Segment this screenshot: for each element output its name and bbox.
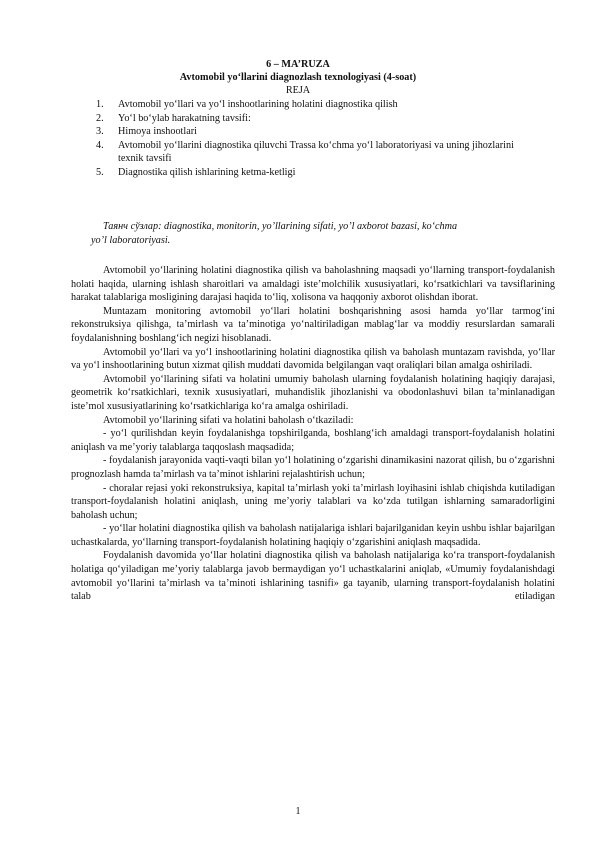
keywords-line-1: Таянч сўзлар: diagnostika, monitorin, yo’llarining sifati, yo’l axborot bazasi, ko‘chma — [103, 221, 458, 232]
plan-item — [96, 112, 536, 126]
plan-item-number: 4. — [96, 139, 104, 151]
plan-item-text: Yo‘l bo‘ylab harakatning tavsifi: — [118, 112, 251, 124]
plan-item — [96, 139, 536, 166]
paragraph: - yo‘l qurilishdan keyin foydalanishga topshirilganda, boshlang‘ich amaldagi transport-foydalanish holatini aniqlash va me’yoriy talablarga taqqoslash maqsadida; — [71, 428, 555, 453]
paragraph: - choralar rejasi yoki rekonstruksiya, kapital ta’mirlash yoki ta’mirlash loyihasini ishlab chiqishda kutiladigan transport-foydalanish holatini aniqlash, uning me’yoriy talablari va ko‘zda tutilgan ishlarning samaradorligini baholash uchun; — [71, 482, 555, 521]
keywords — [71, 220, 555, 247]
plan-list — [96, 98, 536, 179]
keywords-line-2: yo’l laboratoriyasi. — [91, 234, 171, 246]
plan-item-number: 2. — [96, 112, 104, 124]
plan-item-number: 1. — [96, 99, 104, 110]
plan-item — [96, 166, 536, 180]
plan-item — [96, 125, 536, 139]
paragraph: Avtomobil yo‘llarining sifati va holatini baholash o‘tkaziladi: — [103, 414, 354, 426]
paragraph: - foydalanish jarayonida vaqti-vaqti bilan yo‘l holatining o‘zgarishi dinamikasini nazorat qilish, bu o‘zgarishni prognozlash hamda ta’mirlash va ta’minot ishlarini rejalashtirish uchun; — [71, 455, 555, 480]
plan-item — [96, 98, 536, 112]
plan-heading: REJA — [285, 85, 311, 96]
paragraph: Avtomobil yo‘llarining sifati va holatini umumiy baholash ularning foydalanish holatining haqiqiy darajasi, geometrik ko‘rsatkichlari, texnik xususiyatlari, muhandislik jihozlanishi va obodonlashuvi bilan ta’minlanadigan iste’mol xususiyatlarining ko‘rsatkichlariga ko‘ra amalga oshiriladi. — [71, 373, 555, 412]
plan-item-text: Avtomobil yo‘llari va yo‘l inshootlarining holatini diagnostika qilish — [118, 99, 398, 110]
paragraph: Avtomobil yo‘llari va yo‘l inshootlarining holatini diagnostika qilish va baholash muntazam ravishda, yo‘llar va yo‘l inshootlarining butun xizmat qilish muddati davomida belgilangan vaqt oraliqlari bilan amalga oshiriladi. — [71, 346, 555, 372]
page-number: 1 — [295, 806, 301, 817]
paragraph: Avtomobil yo‘llarining holatini diagnostika qilish va baholashning maqsadi yo‘llarning transport-foydalanish holati haqida, ularning ishlash sharoitlari va amaldagi iste’molchilik xususiyatlari, ko‘rsatkichlari va tavsiflarining harakat talablariga mosligining darajasi haqida to‘liq, xolisona va haqqoniy axborot olishdan iborat. — [71, 265, 555, 304]
lecture-number: 6 – MA’RUZA — [266, 59, 330, 70]
plan-item-number: 5. — [96, 166, 104, 178]
paragraph: Foydalanish davomida yo‘llar holatini diagnostika qilish va baholash natijalariga ko‘ra transport-foydalanish holatiga qo‘yiladigan me’yoriy talablarga javob bermaydigan yo‘l uchastkalarini aniqlab, «Umumiy foydalanishdagi avtomobil yo‘llarini ta’mirlash va ta’minoti ishlarining tasnifi» ga tayanib, ularning transport-foydalanish holatini talab etiladigan — [71, 550, 555, 603]
plan-item-number: 3. — [96, 126, 104, 137]
plan-item-text: Diagnostika qilish ishlarining ketma-ketligi — [118, 166, 296, 178]
paragraph: - yo‘llar holatini diagnostika qilish va baholash natijalariga ishlari bajarilganidan keyin ushbu ishlar bajarilgan uchastkalarda, yo‘llarning transport-foydalanish holatining haqiqiy o‘zgarishini aniqlash maqsadida. — [71, 523, 555, 548]
body-text — [71, 264, 555, 604]
lecture-title: Avtomobil yo‘llarini diagnozlash texnologiyasi (4-soat) — [179, 72, 417, 83]
plan-item-text: Avtomobil yo‘llarini diagnostika qiluvchi Trassa ko‘chma yo‘l laboratoriyasi va uning jihozlarini texnik tavsifi — [118, 139, 514, 164]
paragraph: Muntazam monitoring avtomobil yo‘llari holatini boshqarishning asosi hamda yo‘llar tarmog‘ini rekonstruksiya qilishga, ta’mirlash va ta’minotiga yo‘naltiriladigan mablag‘lar va moddiy resurslardan samarali foydalanishning boshlang‘ich negizi hisoblanadi. — [71, 305, 555, 344]
plan-item-text: Himoya inshootlari — [118, 126, 197, 137]
